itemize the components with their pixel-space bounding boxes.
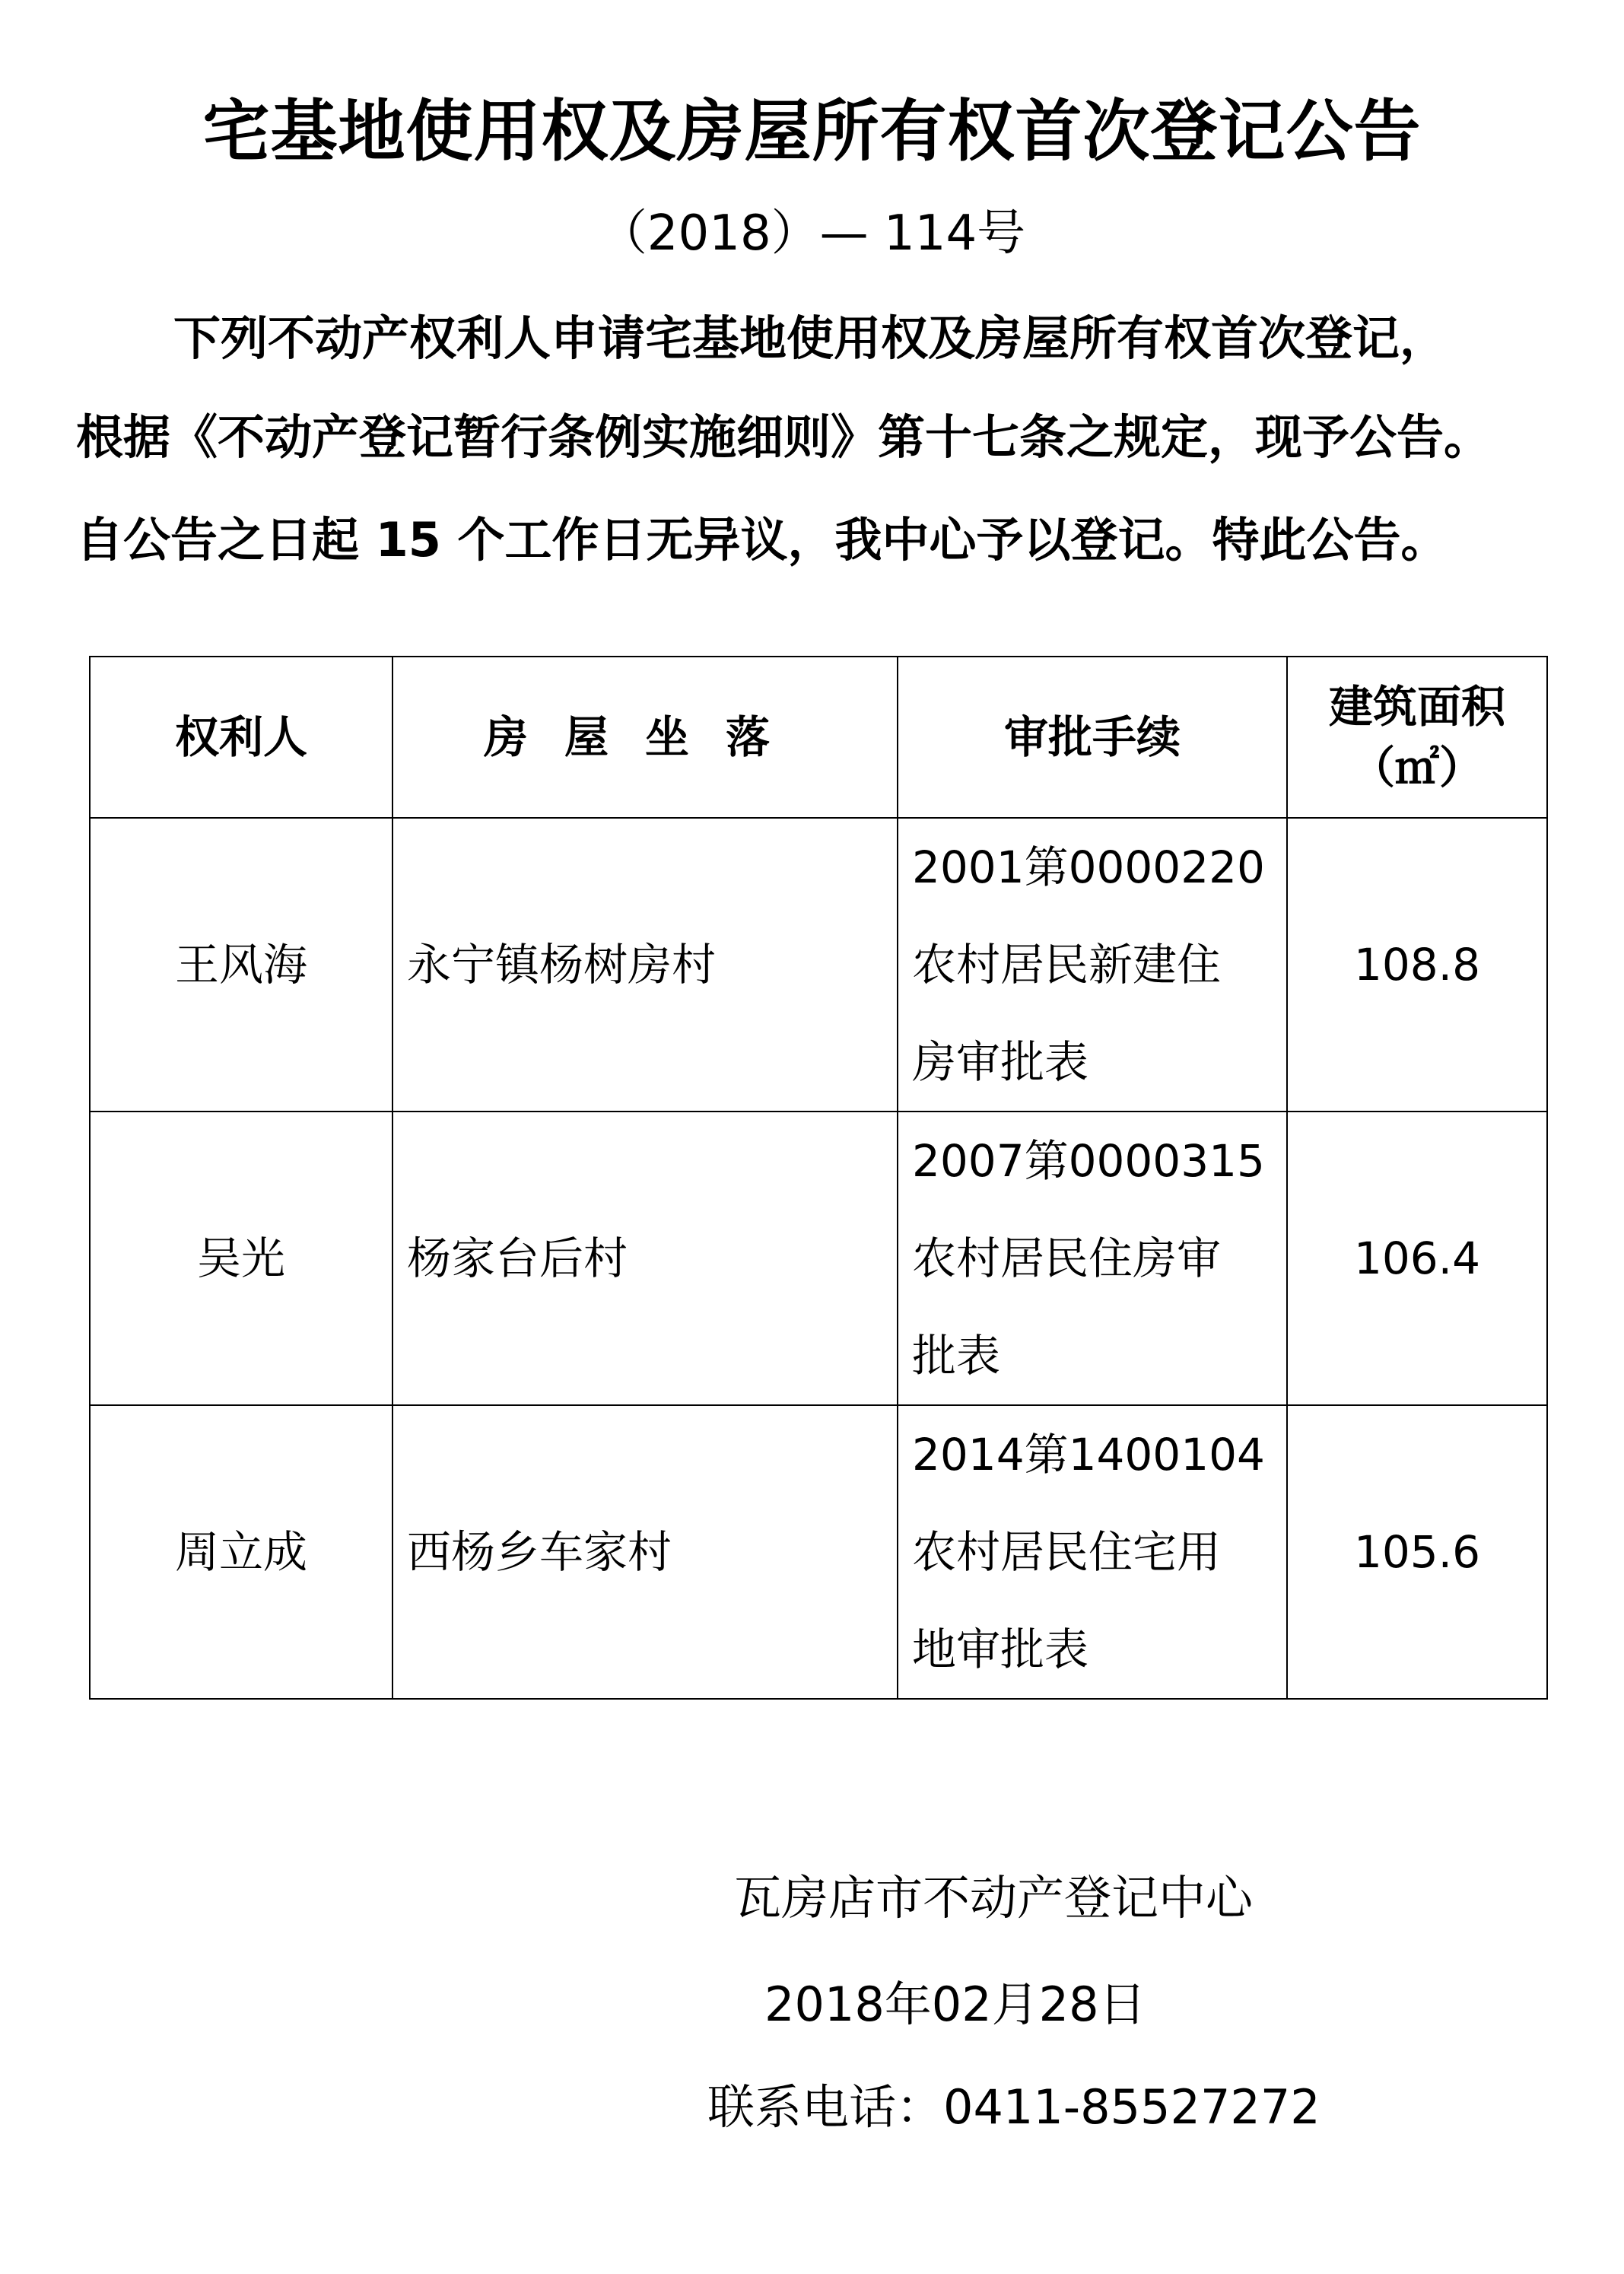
area-cell: 108.8 xyxy=(1287,818,1547,1112)
table-row xyxy=(90,818,1547,1112)
header-area-label: 建筑面积 xyxy=(1328,681,1505,733)
contact-phone: 联系电话：0411-85527272 xyxy=(707,2079,1320,2135)
area-cell: 105.6 xyxy=(1287,1405,1547,1699)
registration-table xyxy=(89,656,1548,1700)
approval-line-3: 房审批表 xyxy=(912,1036,1089,1088)
area-cell: 106.4 xyxy=(1287,1112,1547,1405)
approval-line-3: 地审批表 xyxy=(912,1624,1089,1675)
notice-paragraph-line-2: 根据《不动产登记暂行条例实施细则》第十七条之规定，现予公告。 xyxy=(76,409,1492,465)
issue-date: 2018年02月28日 xyxy=(764,1977,1146,2032)
approval-line-1: 2001第0000220 xyxy=(912,841,1265,893)
approval-cell xyxy=(898,1405,1287,1699)
approval-line-1: 2014第1400104 xyxy=(912,1429,1265,1480)
notice-title: 宅基地使用权及房屋所有权首次登记公告 xyxy=(202,92,1422,170)
approval-line-2: 农村居民住宅用 xyxy=(912,1526,1222,1578)
table-row xyxy=(90,1405,1547,1699)
table-header-row xyxy=(90,657,1547,818)
approval-cell xyxy=(898,1112,1287,1405)
approval-line-2: 农村居民新建住 xyxy=(912,939,1222,991)
location-cell: 西杨乡车家村 xyxy=(392,1405,898,1699)
issuer-name: 瓦房店市不动产登记中心 xyxy=(734,1870,1254,1926)
approval-line-2: 农村居民住房审 xyxy=(912,1232,1222,1284)
holder-cell: 周立成 xyxy=(90,1405,392,1699)
header-location: 房屋坐落 xyxy=(392,657,898,818)
notice-paragraph-line-3: 自公告之日起 15 个工作日无异议，我中心予以登记。特此公告。 xyxy=(76,512,1448,568)
location-cell: 永宁镇杨树房村 xyxy=(392,818,898,1112)
header-area xyxy=(1287,657,1547,818)
document-number: （2018）— 114号 xyxy=(598,205,1026,262)
header-holder: 权利人 xyxy=(90,657,392,818)
approval-line-1: 2007第0000315 xyxy=(912,1135,1265,1187)
table-row xyxy=(90,1112,1547,1405)
location-cell: 杨家台后村 xyxy=(392,1112,898,1405)
approval-cell xyxy=(898,818,1287,1112)
header-area-unit: （㎡） xyxy=(1350,742,1483,794)
holder-cell: 吴光 xyxy=(90,1112,392,1405)
header-approval: 审批手续 xyxy=(898,657,1287,818)
approval-line-3: 批表 xyxy=(912,1330,1001,1382)
notice-paragraph-line-1: 下列不动产权利人申请宅基地使用权及房屋所有权首次登记， xyxy=(173,310,1448,366)
holder-cell: 王风海 xyxy=(90,818,392,1112)
